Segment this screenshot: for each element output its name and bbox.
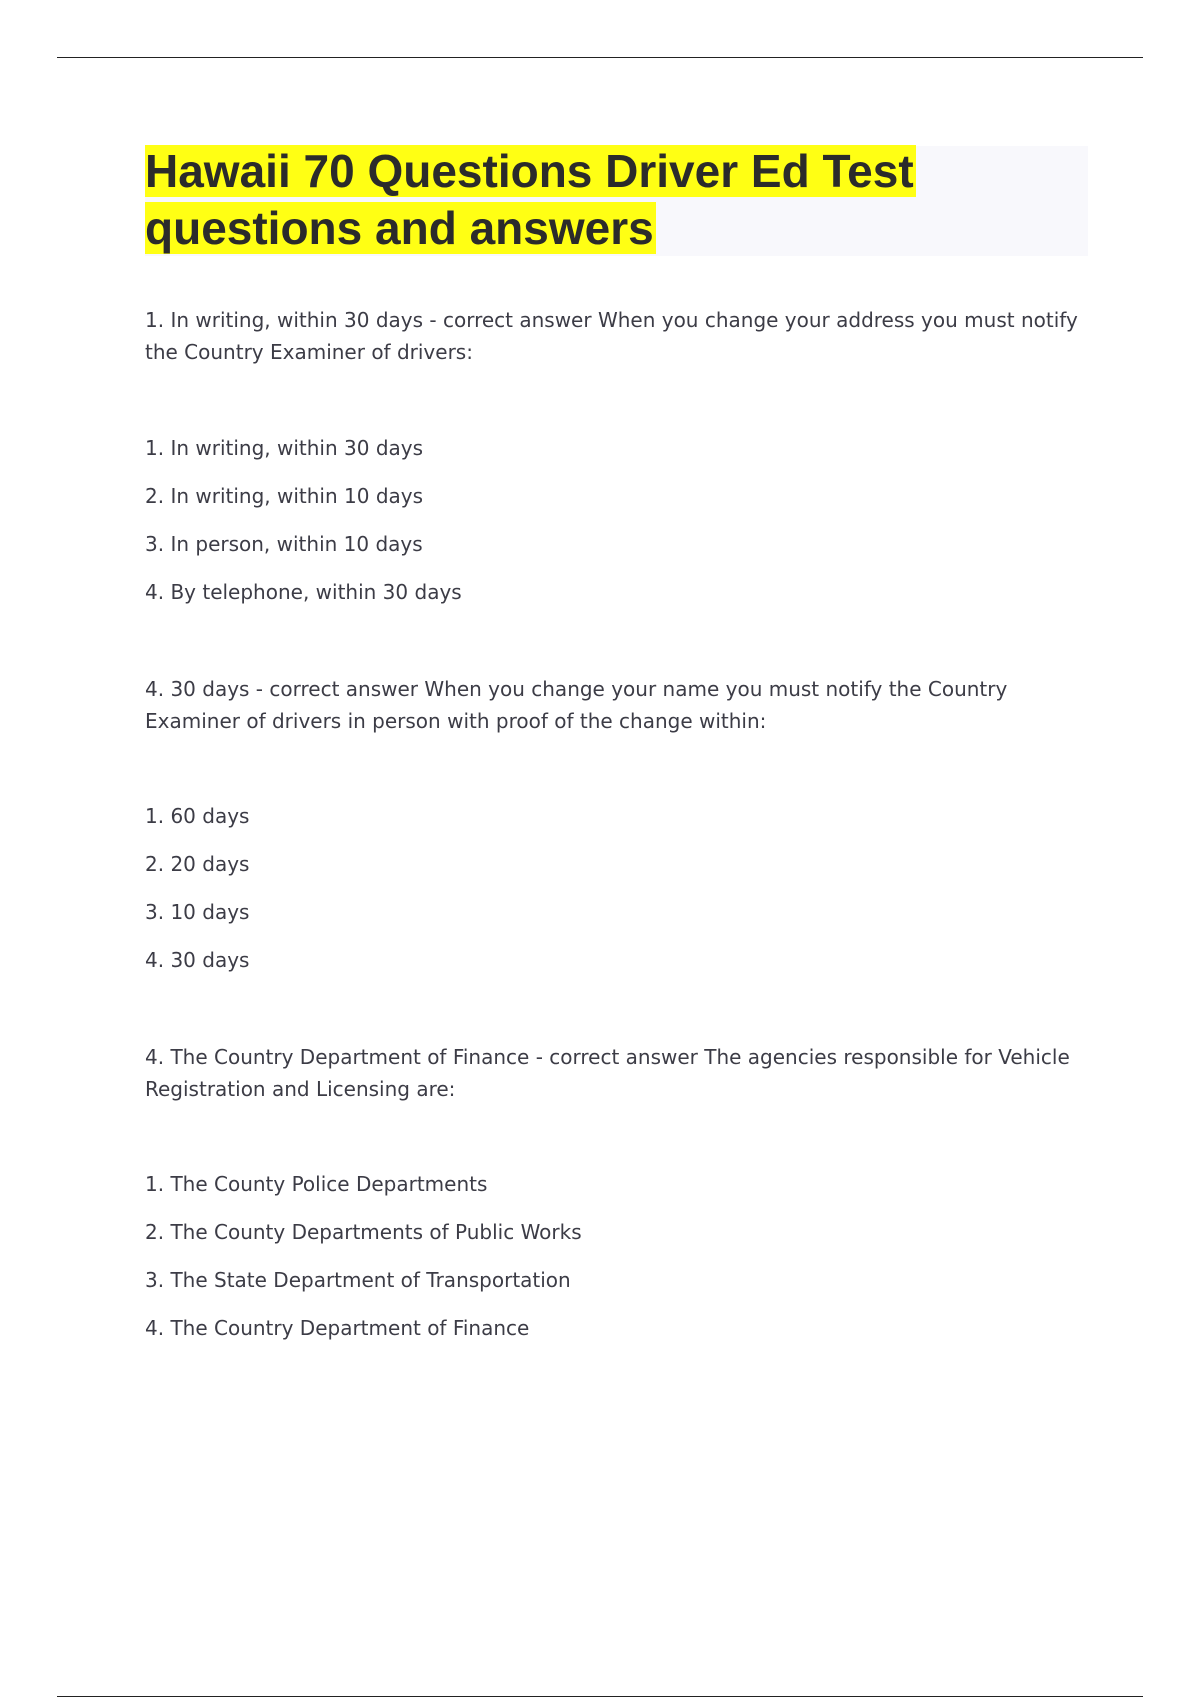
title-highlight: Hawaii 70 Questions Driver Ed Test questions and answers [145,145,914,254]
question-3-option-2: 2. The County Departments of Public Works [145,1220,582,1244]
question-3-option-4: 4. The Country Department of Finance [145,1316,530,1340]
question-3-text: 4. The Country Department of Finance - correct answer The agencies responsible for Vehicle Registration and Licensing are: [145,1045,1070,1101]
question-2-option-3: 3. 10 days [145,900,250,924]
bottom-divider [57,1696,1143,1697]
top-divider [57,57,1143,58]
question-2-text: 4. 30 days - correct answer When you change your name you must notify the Country Examiner of drivers in person with proof of the change within: [145,677,1008,733]
question-1-option-4: 4. By telephone, within 30 days [145,580,462,604]
question-1-text: 1. In writing, within 30 days - correct answer When you change your address you must notify the Country Examiner of drivers: [145,308,1078,364]
question-3-option-3: 3. The State Department of Transportation [145,1268,571,1292]
question-1-option-1: 1. In writing, within 30 days [145,436,424,460]
document-title [145,143,1005,257]
question-1-option-2: 2. In writing, within 10 days [145,484,424,508]
question-3-option-1: 1. The County Police Departments [145,1172,488,1196]
question-2-option-2: 2. 20 days [145,852,250,876]
question-2-option-4: 4. 30 days [145,948,250,972]
question-1-option-3: 3. In person, within 10 days [145,532,423,556]
question-2-option-1: 1. 60 days [145,804,250,828]
